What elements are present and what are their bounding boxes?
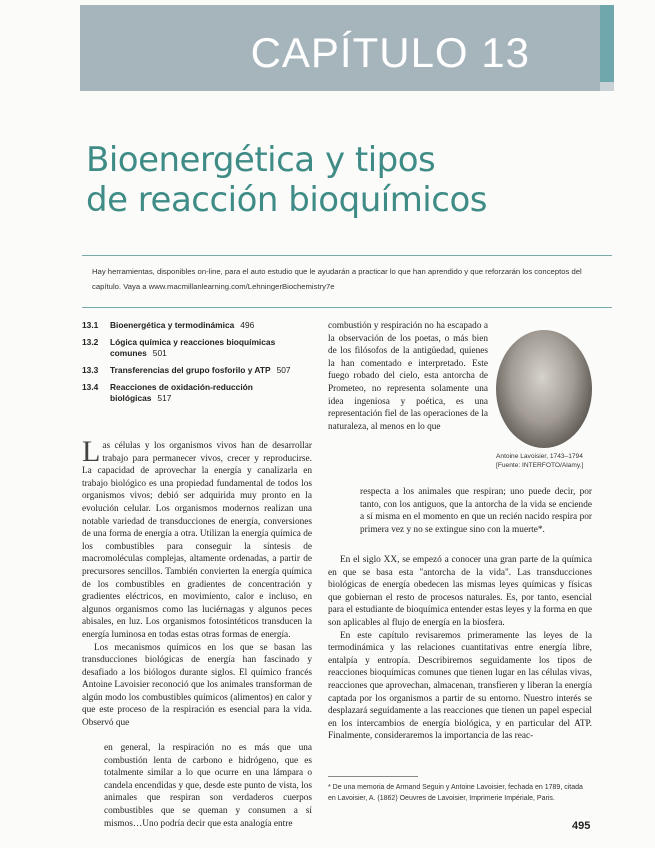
quotation-part-1: en general, la respiración no es más que una combustión lenta de carbono e hidrógeno, que es totalmente similar a lo que ocurre en una lámpara o candela encendidas y que, desde este punto de vista, los animales que respiran son verdaderos cuerpos combustibles que se queman y consumen a sí mismos…Uno podría decir que esta analogía entre bbox=[104, 743, 312, 829]
footnote: * De una memoria de Armand Seguin y Antoine Lavoisier, fechada en 1789, citada en Lavoisier, A. (1862) Oeuvres de Lavoisier, Imprimerie Impériale, Paris. bbox=[328, 784, 583, 802]
section-title: Transferencias del grupo fosforilo y ATP bbox=[110, 365, 271, 375]
section-number: 13.3 bbox=[82, 365, 99, 375]
page-number: 495 bbox=[572, 820, 591, 832]
body-column-right bbox=[328, 554, 592, 743]
paragraph: En el siglo XX, se empezó a conocer una gran parte de la química en que se basa esta "antorcha de la vida". Las transducciones biológicas de energía obedecen las mismas leyes químicas y físicas que gobiernan el resto de procesos naturales. Es, por tanto, esencial para el estudiante de bioquímica entender estas leyes y la forma en que son aplicables al flujo de energía en la biosfera. bbox=[328, 555, 592, 628]
chapter-header-band bbox=[80, 5, 600, 91]
section-list bbox=[82, 320, 302, 410]
section-title: Reacciones de oxidación-reducción biológicas bbox=[110, 382, 253, 403]
header-accent-strip bbox=[600, 82, 614, 91]
section-title: Lógica química y reacciones bioquímicas comunes bbox=[110, 337, 276, 358]
divider bbox=[82, 307, 612, 308]
section-page: 507 bbox=[276, 365, 291, 375]
chapter-label: CAPÍTULO 13 bbox=[250, 29, 530, 76]
drop-cap: L bbox=[82, 435, 101, 468]
section-page: 517 bbox=[157, 393, 172, 403]
divider bbox=[82, 255, 612, 256]
header-accent bbox=[600, 5, 614, 91]
portrait-caption: Antoine Lavoisier, 1743–1794 [Fuente: INTERFOTO/Alamy.] bbox=[496, 453, 584, 469]
quotation-part-3: respecta a los animales que respiran; uno puede decir, por tanto, con los antiguos, que la antorcha de la vida se enciende a sí misma en el momento en que un recién nacido respira por primera vez y no se extingue sino con la muerte*. bbox=[360, 487, 592, 535]
paragraph: Los mecanismos químicos en los que se basan las transducciones biológicas de energía han fascinado y desafiado a los biólogos durante siglos. El químico francés Antoine Lavoisier reconoció que los animales transforman de algún modo los combustibles químicos (alimentos) en calor y que este proceso de la respiración es esencial para la vida. Observó que bbox=[82, 642, 312, 729]
quotation-part-2: combustión y respiración no ha escapado a la observación de los poetas, o más bien de los filósofos de la antigüedad, quienes la han comentado e interpretado. Este fuego robado del cielo, esta antorcha de Prometeo, no representa solamente una idea ingeniosa y poética, es una representación fiel de las operaciones de la naturaleza, al menos en lo que bbox=[328, 321, 488, 432]
section-item bbox=[82, 320, 302, 331]
section-number: 13.4 bbox=[82, 382, 99, 392]
body-column-left bbox=[82, 435, 312, 730]
section-number: 13.1 bbox=[82, 320, 99, 330]
section-page: 501 bbox=[152, 348, 167, 358]
section-item bbox=[82, 365, 302, 376]
chapter-title: Bioenergética y tipos de reacción bioquímicos bbox=[86, 140, 487, 220]
section-item bbox=[82, 337, 302, 359]
section-number: 13.2 bbox=[82, 337, 99, 347]
paragraph: as células y los organismos vivos han de desarrollar trabajo para permanecer vivos, crecer y reproducirse. La capacidad de aprovechar la energía y canalizarla en trabajo biológico es una propiedad fundamental de todos los organismos vivos; debió ser adquirida muy pronto en la evolución celular. Los organismos modernos realizan una notable variedad de transducciones de energía, conversiones de una forma de energía a otra. Utilizan la energía química de los combustibles para conseguir la síntesis de macromoléculas complejas, altamente ordenadas, a partir de precursores sencillos. También convierten la energía química de los combustibles en gradientes de concentración y gradientes eléctricos, en movimiento, calor e incluso, en algunos organismos como las luciérnagas y algunos peces abisales, en luz. Los organismos fotosintéticos transducen la energía luminosa en todas estas otras formas de energía. bbox=[82, 441, 312, 640]
online-tools-note: Hay herramientas, disponibles on-line, para el auto estudio que le ayudarán a practicar lo que han aprendido y que reforzarán los conceptos del capítulo. Vaya a www.macmillanlearning.com/LehningerBiochemistry7e bbox=[92, 267, 582, 291]
section-page: 496 bbox=[240, 320, 255, 330]
section-item bbox=[82, 382, 302, 404]
lavoisier-portrait bbox=[496, 330, 592, 448]
paragraph: En este capítulo revisaremos primeramente las leyes de la termodinámica y las relaciones cuantitativas entre energía libre, entalpía y entropía. Describiremos seguidamente los tipos de reacciones bioquímicas comunes que tienen lugar en las células vivas, reacciones que aprovechan, almacenan, transfieren y liberan la energía captada por los organismos a partir de su entorno. Nuestro interés se desplazará seguidamente a las reacciones que tienen un papel especial en los intercambios de energía biológica, y en particular del ATP. Finalmente, consideraremos la importancia de las reac- bbox=[328, 630, 592, 742]
section-title: Bioenergética y termodinámica bbox=[110, 320, 235, 330]
footnote-divider bbox=[328, 776, 418, 777]
